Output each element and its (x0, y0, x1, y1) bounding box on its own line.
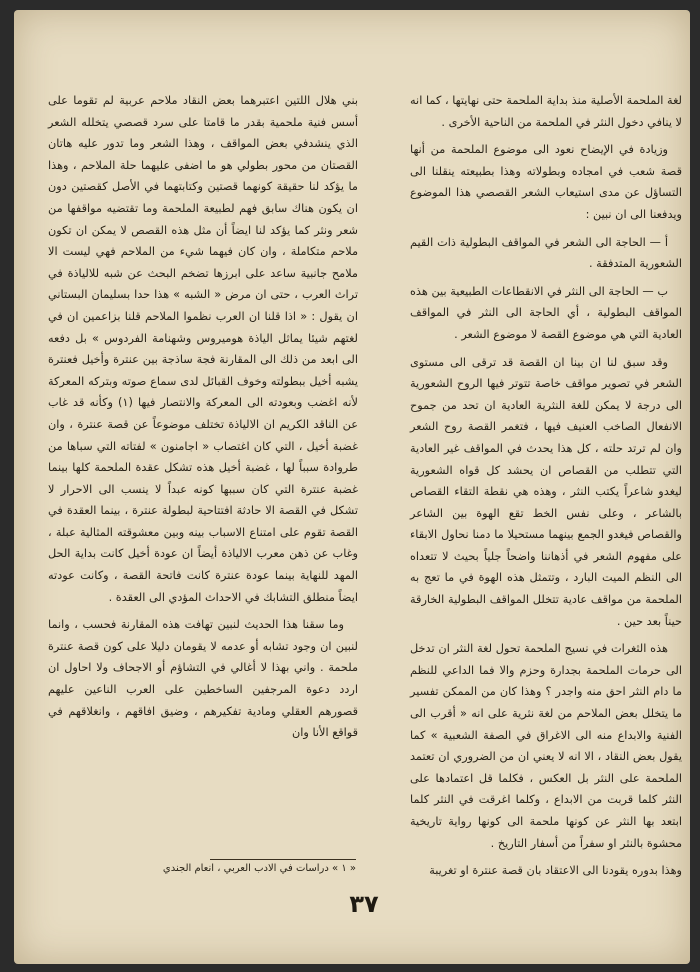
list-item-a: أ — الحاجة الى الشعر في المواقف البطولية ذات القيم الشعورية المتدفقة . (410, 235, 682, 271)
page-number: ٣٧ (349, 890, 379, 918)
left-text-column (48, 90, 358, 750)
paragraph: وزيادة في الإيضاح نعود الى موضوع الملحمة من أنها قصة شعب في امجاده وبطولاته وهذا بطبيعته ينقلنا الى التساؤل عن مدى استيعاب الشعر القصصي هذا الموضوع ويدفعنا الى ان نبين : (410, 143, 682, 221)
book-page (14, 10, 690, 964)
paragraph: بني هلال اللتين اعتبرهما بعض النقاد ملاحم عربية لم تقوما على أسس فنية ملحمية بقدر ما قامتا على سرد قصصي يتخلله الشعر الذي ينشدفي بعض المواقف ، وهذا الشعر وما تدور عليه هاتان القصتان من محور بطولي هو ما اضفى عليهما حلة الملاحم ، وهذا ما يؤكد لنا حقيقة كونهما قصتين وكتابتهما في الأصل كقصتين دون ان يكون هناك سابق فهم لطبيعة الملحمة وما تقتضيه مواقفها من شعر ونثر كما يؤكد لنا ايضاً أن مثل هذه القصص لا يمكن ان تكون ملاحم متكاملة ، وان كان فيهما شيء من الملاحم فهي ليست الا ملامح جانبية ساعد على ابرزها تضخم البحث عن شبه للالياذة في تراث العرب ، حتى ان مرض « الشبه » هذا حدا بسليمان البستاني ان يقول : « اذا قلنا ان العرب نظموا الملاحم قلنا بزاعمين ان في لغتهم شيئا يماثل الياذة هوميروس وشهنامة الفردوس » بل دفعه الى ابعد من ذلك الى المقارنة فجة ساذجة بين عنترة وأخيل فعنترة يشبه أخيل ببطولته وخوف القبائل لدى سماع صوته وبتركه المعركة لأنه اغضب وبعودته الى المعركة والانتصار فيها (١) وكأنه قد غاب عن الناقد الكريم ان الالياذة تختلف موضوعاً عن قصة عنترة ، وان غضبة أخيل ، التي كان اغتصاب « اجامنون » لفتاته التي سباها من طروادة سبباً لها ، غضبة أخيل هذه تشكل عقدة الملحمة كلها بينما غضبة عنترة التي كان سببها كونه عبداً لا ينسب الى الاحرار لا تشكل في القصة الا حادثة افتتاحية لبطولة عنترة ، بينما العقدة في القصة تقوم على امتناع الاسباب بينه وبين معشوقته المثالية عبلة ، وغاب عن ذهن معرب الالياذة أيضاً ان عودة أخيل كانت بداية الحل المهد للنهاية بينما عودة عنترة كانت فاتحة القصة ، وكانت عودته ايضاً منطلق التشابك في الاحداث المؤدي الى العقدة . (48, 94, 358, 604)
right-text-column (410, 90, 682, 888)
paragraph: وهذا بدوره يقودنا الى الاعتقاد بان قصة عنترة او تغريبة (429, 864, 682, 878)
paragraph: لغة الملحمة الأصلية منذ بداية الملحمة حتى نهايتها ، كما انه لا ينافي دخول النثر في الملحمة من الناحية الأخرى . (410, 94, 682, 129)
footnote: « ١ » دراسات في الادب العربي ، انعام الجندي (162, 863, 356, 874)
footnote-divider (210, 859, 356, 860)
paragraph: وقد سبق لنا ان بينا ان القصة قد ترقى الى مستوى الشعر في تصوير مواقف خاصة تتوتر فيها الروح الشعورية الى درجة لا يمكن للغة النثرية العادية ان تحد من جموح الانفعال الصاخب العنيف فيها ، فتغمر القصة روح الشعر وان لم ترتد حلته ، كل هذا يحدث في المواقف غير العادية التي تتطلب من القصاص ان يحشد كل قواه الشعورية ليغدو شاعراً يكتب النثر ، وهذه هي نقطة التقاء القصاص بالشاعر ، وعلى نفس الخط تقع الهوة بين الشاعر والقصاص فيغدو الجمع بينهما مستحيلا ما دمنا نحاول الابقاء على مفهوم الشعر في أذهاننا واضحاً جلياً بحيث لا تتعداه الى النظم الميت البارد ، وتتمثل هذه الهوة في ما تعج به الملحمة من مواقف عادية تتخلل المواقف البطولية الخارقة حيناً بعد حين . (410, 355, 682, 628)
paragraph: وما سقنا هذا الحديث لنبين تهافت هذه المقارنة فحسب ، وانما لنبين ان وجود تشابه أو عدمه لا يقومان دليلا على كون قصة عنترة ملحمة . واني بهذا لا أغالي في التشاؤم أو الاجحاف ولا احاول ان اردد دعوة المرجفين الساخطين على العرب الناعين عليهم قصورهم العقلي ومادية تفكيرهم ، وضيق افاقهم ، وانغلاقهم في قواقع الأنا وان (48, 618, 358, 740)
list-item-b: ب — الحاجة الى النثر في الانقطاعات الطبيعية بين هذه المواقف البطولية ، أي الحاجة الى النثر في المواقف العادية التي هي موضوع القصة لا موضوع الشعر . (410, 284, 682, 341)
paragraph: هذه الثغرات في نسيج الملحمة تحول لغة النثر ان تدخل الى حرمات الملحمة بجدارة وحزم والا فما الداعي للنظم ما دام النثر احق منه واجدر ؟ وهذا كان من الممكن تفسير ما يتخلل بعض الملاحم من لغة نثرية على انه « أقرب الى الفنية والابداع منه الى الاغراق في الصفة الشعبية » كما يقول بعض النقاد ، الا انه لا يعني ان من الضروري ان تعتمد الملحمة على النثر بل العكس ، فكلما قل اعتمادها على النثر كلما قربت من الابداع ، وكلما اغرقت في النثر كلما ابتعد بها النثر عن كونها ملحمة الى كونها رواية تاريخية محشوة بالنثر او سفراً من أسفار التاريخ . (410, 642, 682, 850)
